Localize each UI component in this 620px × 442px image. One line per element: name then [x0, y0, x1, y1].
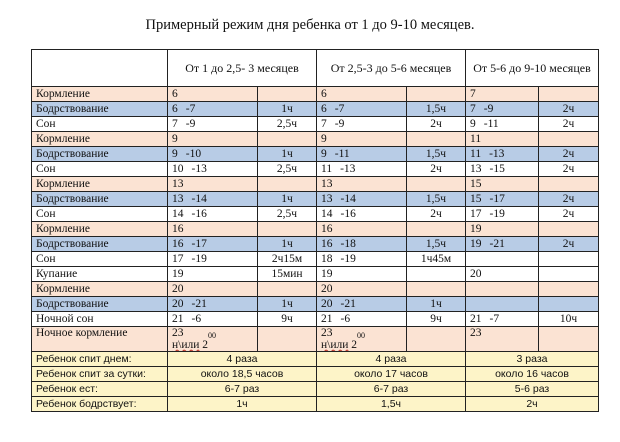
duration-cell — [258, 132, 317, 147]
time-cell: 6 -7 — [317, 102, 407, 117]
schedule-table — [31, 49, 599, 412]
table-row — [32, 177, 599, 192]
time-cell: 14 -16 — [317, 207, 407, 222]
duration-cell — [539, 267, 599, 282]
duration-cell: 1ч45м — [407, 252, 466, 267]
time-cell: 19 -21 — [466, 237, 539, 252]
time-cell: 15 -17 — [466, 192, 539, 207]
time-cell: 9 -10 — [168, 147, 258, 162]
duration-cell: 2ч — [539, 147, 599, 162]
time-cell: 13 -15 — [466, 162, 539, 177]
time-cell: 9 — [317, 132, 407, 147]
header-period-3: От 5-6 до 9-10 месяцев — [466, 50, 599, 87]
summary-row — [32, 367, 599, 382]
table-row — [32, 312, 599, 327]
time-cell — [466, 297, 539, 312]
time-cell: 20 — [168, 282, 258, 297]
table-row — [32, 297, 599, 312]
duration-cell: 2ч — [407, 117, 466, 132]
row-label: Бодрствование — [32, 102, 168, 117]
duration-cell — [258, 177, 317, 192]
summary-row — [32, 352, 599, 367]
time-cell: 9 — [168, 132, 258, 147]
row-label: Бодрствование — [32, 192, 168, 207]
summary-label: Ребенок ест: — [32, 382, 168, 397]
duration-cell: 1ч — [258, 237, 317, 252]
time-cell: 7 — [466, 87, 539, 102]
summary-value: 4 раза — [168, 352, 317, 367]
time-cell — [466, 282, 539, 297]
table-row — [32, 117, 599, 132]
duration-cell: 1ч — [258, 297, 317, 312]
table-row — [32, 237, 599, 252]
duration-cell: 1,5ч — [407, 192, 466, 207]
duration-cell — [539, 177, 599, 192]
time-cell: 13 -14 — [317, 192, 407, 207]
time-cell: 23 — [466, 327, 539, 352]
row-label: Сон — [32, 162, 168, 177]
time-cell: 16 -17 — [168, 237, 258, 252]
duration-cell: 2ч15м — [258, 252, 317, 267]
summary-label: Ребенок спит днем: — [32, 352, 168, 367]
duration-cell: 2,5ч — [258, 117, 317, 132]
duration-cell — [539, 282, 599, 297]
row-label: Бодрствование — [32, 147, 168, 162]
duration-cell — [539, 87, 599, 102]
duration-cell: 9ч — [258, 312, 317, 327]
time-cell: 9 -11 — [317, 147, 407, 162]
duration-cell: 1ч — [258, 102, 317, 117]
summary-value: 1ч — [168, 397, 317, 412]
row-label: Ночной сон — [32, 312, 168, 327]
row-label: Ночное кормление — [32, 327, 168, 352]
duration-cell — [407, 327, 466, 352]
row-label: Сон — [32, 207, 168, 222]
time-cell: 7 -9 — [466, 102, 539, 117]
time-cell: 16 -18 — [317, 237, 407, 252]
row-label: Кормление — [32, 222, 168, 237]
summary-label: Ребенок бодрствует: — [32, 397, 168, 412]
summary-value: 6-7 раз — [317, 382, 466, 397]
duration-cell: 1ч — [258, 192, 317, 207]
time-cell: 13 -14 — [168, 192, 258, 207]
header-empty — [32, 50, 168, 87]
duration-cell — [539, 297, 599, 312]
header-period-2: От 2,5-3 до 5-6 месяцев — [317, 50, 466, 87]
summary-value: 3 раза — [466, 352, 599, 367]
duration-cell: 1,5ч — [407, 147, 466, 162]
row-label: Купание — [32, 267, 168, 282]
duration-cell: 2ч — [407, 162, 466, 177]
table-row — [32, 162, 599, 177]
duration-cell: 1,5ч — [407, 237, 466, 252]
time-cell: 21 -7 — [466, 312, 539, 327]
duration-cell: 1ч — [407, 297, 466, 312]
duration-cell — [258, 282, 317, 297]
summary-value: 4 раза — [317, 352, 466, 367]
table-row — [32, 267, 599, 282]
summary-row — [32, 397, 599, 412]
time-cell: 20 -21 — [317, 297, 407, 312]
time-cell: 23 н\или $2^{00}$ — [168, 327, 258, 352]
table-row — [32, 222, 599, 237]
time-cell: 19 — [317, 267, 407, 282]
row-label: Сон — [32, 252, 168, 267]
table-row — [32, 192, 599, 207]
duration-cell: 2ч — [539, 162, 599, 177]
duration-cell: 2ч — [539, 117, 599, 132]
summary-value: 2ч — [466, 397, 599, 412]
time-cell: 21 -6 — [168, 312, 258, 327]
time-cell: 15 — [466, 177, 539, 192]
duration-cell — [258, 327, 317, 352]
time-cell: 6 -7 — [168, 102, 258, 117]
time-cell: 13 — [168, 177, 258, 192]
row-label: Кормление — [32, 132, 168, 147]
time-cell: 11 -13 — [317, 162, 407, 177]
duration-cell: 2,5ч — [258, 162, 317, 177]
duration-cell: 9ч — [407, 312, 466, 327]
row-label: Кормление — [32, 177, 168, 192]
time-cell: 6 — [168, 87, 258, 102]
duration-cell — [539, 327, 599, 352]
time-cell: 19 — [168, 267, 258, 282]
summary-value: около 17 часов — [317, 367, 466, 382]
duration-cell — [407, 282, 466, 297]
duration-cell — [539, 132, 599, 147]
schedule-body — [32, 87, 599, 412]
time-cell: 16 — [168, 222, 258, 237]
duration-cell: 2ч — [539, 237, 599, 252]
duration-cell: 2ч — [407, 207, 466, 222]
time-cell — [466, 252, 539, 267]
duration-cell: 10ч — [539, 312, 599, 327]
time-cell: 18 -19 — [317, 252, 407, 267]
time-cell: 11 -13 — [466, 147, 539, 162]
duration-cell — [258, 87, 317, 102]
time-cell: 20 — [466, 267, 539, 282]
duration-cell: 1ч — [258, 147, 317, 162]
summary-value: 5-6 раз — [466, 382, 599, 397]
time-cell: 7 -9 — [168, 117, 258, 132]
summary-value: около 18,5 часов — [168, 367, 317, 382]
time-cell: 19 — [466, 222, 539, 237]
table-row — [32, 282, 599, 297]
table-row — [32, 327, 599, 352]
row-label: Сон — [32, 117, 168, 132]
time-cell: 13 — [317, 177, 407, 192]
time-cell: 17 -19 — [168, 252, 258, 267]
header-row — [32, 50, 599, 87]
table-row — [32, 147, 599, 162]
duration-cell: 2ч — [539, 192, 599, 207]
summary-value: 6-7 раз — [168, 382, 317, 397]
duration-cell — [539, 252, 599, 267]
time-cell: 20 -21 — [168, 297, 258, 312]
header-period-1: От 1 до 2,5- 3 месяцев — [168, 50, 317, 87]
table-row — [32, 132, 599, 147]
table-row — [32, 102, 599, 117]
duration-cell: 2ч — [539, 102, 599, 117]
time-cell: 7 -9 — [317, 117, 407, 132]
time-cell: 6 — [317, 87, 407, 102]
duration-cell — [407, 222, 466, 237]
duration-cell — [539, 222, 599, 237]
time-cell: 23 н\или $2^{00}$ — [317, 327, 407, 352]
time-cell: 9 -11 — [466, 117, 539, 132]
row-label: Бодрствование — [32, 237, 168, 252]
summary-value: около 16 часов — [466, 367, 599, 382]
time-cell: 11 — [466, 132, 539, 147]
time-cell: 14 -16 — [168, 207, 258, 222]
time-cell: 16 — [317, 222, 407, 237]
duration-cell — [407, 132, 466, 147]
row-label: Кормление — [32, 282, 168, 297]
summary-label: Ребенок спит за сутки: — [32, 367, 168, 382]
duration-cell: 2,5ч — [258, 207, 317, 222]
duration-cell — [407, 87, 466, 102]
table-row — [32, 207, 599, 222]
duration-cell — [407, 267, 466, 282]
time-cell: 17 -19 — [466, 207, 539, 222]
table-row — [32, 87, 599, 102]
duration-cell — [407, 177, 466, 192]
summary-value: 1,5ч — [317, 397, 466, 412]
time-cell: 21 -6 — [317, 312, 407, 327]
page-title: Примерный режим дня ребенка от 1 до 9-10 месяцев. — [145, 17, 475, 33]
duration-cell: 2ч — [539, 207, 599, 222]
summary-row — [32, 382, 599, 397]
row-label: Бодрствование — [32, 297, 168, 312]
row-label: Кормление — [32, 87, 168, 102]
time-cell: 10 -13 — [168, 162, 258, 177]
time-cell: 20 — [317, 282, 407, 297]
duration-cell: 1,5ч — [407, 102, 466, 117]
duration-cell: 15мин — [258, 267, 317, 282]
duration-cell — [258, 222, 317, 237]
table-row — [32, 252, 599, 267]
